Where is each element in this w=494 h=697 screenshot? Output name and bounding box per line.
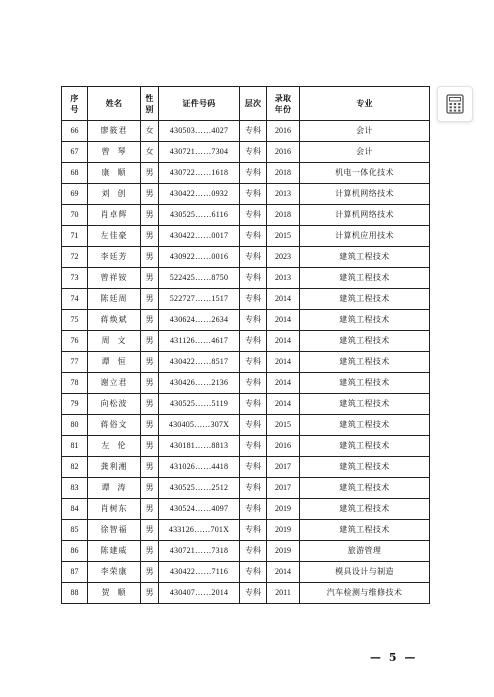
cell-name: 李荣康	[88, 562, 141, 583]
cell-seq: 87	[62, 562, 88, 583]
cell-id-number: 430524……4097	[159, 499, 240, 520]
table-row	[62, 289, 430, 310]
cell-gender: 男	[141, 394, 159, 415]
table-row	[62, 352, 430, 373]
table-row	[62, 583, 430, 604]
cell-major: 建筑工程技术	[300, 499, 430, 520]
cell-admission-year: 2014	[267, 394, 300, 415]
table-row	[62, 268, 430, 289]
cell-gender: 男	[141, 457, 159, 478]
cell-name: 龚利湘	[88, 457, 141, 478]
cell-id-number: 430721……7318	[159, 541, 240, 562]
cell-seq: 84	[62, 499, 88, 520]
cell-seq: 77	[62, 352, 88, 373]
table-header-row	[62, 87, 430, 121]
cell-level: 专科	[240, 520, 267, 541]
cell-gender: 男	[141, 562, 159, 583]
cell-seq: 69	[62, 184, 88, 205]
cell-admission-year: 2014	[267, 310, 300, 331]
cell-seq: 67	[62, 142, 88, 163]
cell-id-number: 431126……4617	[159, 331, 240, 352]
cell-id-number: 430422……0017	[159, 226, 240, 247]
cell-id-number: 430422……0932	[159, 184, 240, 205]
cell-seq: 81	[62, 436, 88, 457]
cell-gender: 男	[141, 205, 159, 226]
cell-major: 建筑工程技术	[300, 247, 430, 268]
table-row	[62, 184, 430, 205]
cell-id-number: 522425……8750	[159, 268, 240, 289]
cell-seq: 76	[62, 331, 88, 352]
cell-gender: 男	[141, 331, 159, 352]
table-row	[62, 310, 430, 331]
cell-name: 蒋俗文	[88, 415, 141, 436]
table-row	[62, 394, 430, 415]
cell-admission-year: 2019	[267, 541, 300, 562]
cell-major: 建筑工程技术	[300, 394, 430, 415]
cell-seq: 75	[62, 310, 88, 331]
cell-major: 会计	[300, 121, 430, 142]
cell-id-number: 430722……1618	[159, 163, 240, 184]
cell-major: 汽车检测与维修技术	[300, 583, 430, 604]
cell-admission-year: 2013	[267, 268, 300, 289]
cell-gender: 女	[141, 121, 159, 142]
cell-seq: 70	[62, 205, 88, 226]
cell-seq: 80	[62, 415, 88, 436]
calculator-button[interactable]	[437, 86, 473, 122]
cell-name: 刘 创	[88, 184, 141, 205]
cell-admission-year: 2018	[267, 163, 300, 184]
cell-admission-year: 2018	[267, 205, 300, 226]
cell-level: 专科	[240, 373, 267, 394]
cell-id-number: 430525……2512	[159, 478, 240, 499]
cell-seq: 74	[62, 289, 88, 310]
cell-admission-year: 2016	[267, 436, 300, 457]
cell-name: 曾祥铵	[88, 268, 141, 289]
cell-seq: 85	[62, 520, 88, 541]
table-row	[62, 499, 430, 520]
cell-gender: 男	[141, 541, 159, 562]
cell-admission-year: 2014	[267, 331, 300, 352]
table-row	[62, 436, 430, 457]
cell-seq: 71	[62, 226, 88, 247]
cell-major: 建筑工程技术	[300, 520, 430, 541]
cell-gender: 男	[141, 226, 159, 247]
cell-major: 建筑工程技术	[300, 373, 430, 394]
cell-admission-year: 2016	[267, 142, 300, 163]
cell-gender: 男	[141, 436, 159, 457]
cell-id-number: 430422……8517	[159, 352, 240, 373]
table-row	[62, 478, 430, 499]
cell-level: 专科	[240, 436, 267, 457]
table-row	[62, 541, 430, 562]
table-row	[62, 142, 430, 163]
header-id-number: 证件号码	[159, 87, 240, 121]
table-row	[62, 373, 430, 394]
cell-admission-year: 2023	[267, 247, 300, 268]
cell-seq: 79	[62, 394, 88, 415]
cell-major: 建筑工程技术	[300, 268, 430, 289]
cell-gender: 男	[141, 247, 159, 268]
table-row	[62, 247, 430, 268]
cell-id-number: 430525……5119	[159, 394, 240, 415]
header-name: 姓名	[88, 87, 141, 121]
cell-admission-year: 2014	[267, 373, 300, 394]
cell-name: 康 顺	[88, 163, 141, 184]
cell-name: 左佳豪	[88, 226, 141, 247]
cell-major: 模具设计与制造	[300, 562, 430, 583]
cell-id-number: 430721……7304	[159, 142, 240, 163]
header-level: 层次	[240, 87, 267, 121]
cell-level: 专科	[240, 310, 267, 331]
table-row	[62, 226, 430, 247]
cell-admission-year: 2014	[267, 289, 300, 310]
page-number: — 5 —	[370, 651, 418, 664]
cell-gender: 男	[141, 583, 159, 604]
cell-level: 专科	[240, 562, 267, 583]
cell-id-number: 522727……1517	[159, 289, 240, 310]
cell-major: 建筑工程技术	[300, 415, 430, 436]
cell-gender: 男	[141, 478, 159, 499]
cell-gender: 男	[141, 184, 159, 205]
cell-major: 建筑工程技术	[300, 310, 430, 331]
cell-gender: 男	[141, 415, 159, 436]
cell-name: 陈建威	[88, 541, 141, 562]
cell-level: 专科	[240, 121, 267, 142]
header-gender: 性 别	[141, 87, 159, 121]
cell-level: 专科	[240, 289, 267, 310]
table-row	[62, 457, 430, 478]
cell-level: 专科	[240, 457, 267, 478]
cell-admission-year: 2011	[267, 583, 300, 604]
cell-id-number: 430405……307X	[159, 415, 240, 436]
cell-name: 肖卓辉	[88, 205, 141, 226]
cell-level: 专科	[240, 142, 267, 163]
cell-name: 陈廷周	[88, 289, 141, 310]
table-row	[62, 415, 430, 436]
cell-id-number: 430426……2136	[159, 373, 240, 394]
cell-major: 计算机网络技术	[300, 205, 430, 226]
cell-name: 谭 涛	[88, 478, 141, 499]
header-admission-year: 录取 年份	[267, 87, 300, 121]
cell-id-number: 430181……8813	[159, 436, 240, 457]
cell-gender: 男	[141, 289, 159, 310]
cell-name: 肖树东	[88, 499, 141, 520]
cell-level: 专科	[240, 184, 267, 205]
cell-name: 谭 恒	[88, 352, 141, 373]
header-seq: 序 号	[62, 87, 88, 121]
cell-level: 专科	[240, 163, 267, 184]
cell-id-number: 433126……701X	[159, 520, 240, 541]
cell-admission-year: 2013	[267, 184, 300, 205]
cell-id-number: 430407……2014	[159, 583, 240, 604]
cell-major: 计算机应用技术	[300, 226, 430, 247]
cell-gender: 男	[141, 268, 159, 289]
cell-gender: 男	[141, 373, 159, 394]
cell-major: 会计	[300, 142, 430, 163]
cell-id-number: 430503……4027	[159, 121, 240, 142]
cell-name: 李廷芳	[88, 247, 141, 268]
cell-major: 旅游管理	[300, 541, 430, 562]
calculator-icon	[446, 94, 464, 114]
cell-seq: 83	[62, 478, 88, 499]
cell-level: 专科	[240, 331, 267, 352]
cell-admission-year: 2014	[267, 562, 300, 583]
cell-level: 专科	[240, 394, 267, 415]
cell-admission-year: 2016	[267, 121, 300, 142]
cell-gender: 男	[141, 499, 159, 520]
header-major: 专业	[300, 87, 430, 121]
cell-gender: 女	[141, 142, 159, 163]
table-row	[62, 331, 430, 352]
cell-id-number: 430422……7116	[159, 562, 240, 583]
cell-name: 贺 顺	[88, 583, 141, 604]
cell-level: 专科	[240, 268, 267, 289]
cell-name: 廖筱君	[88, 121, 141, 142]
cell-major: 建筑工程技术	[300, 331, 430, 352]
cell-major: 机电一体化技术	[300, 163, 430, 184]
table-row	[62, 121, 430, 142]
table-row	[62, 520, 430, 541]
cell-admission-year: 2015	[267, 226, 300, 247]
cell-admission-year: 2017	[267, 478, 300, 499]
cell-level: 专科	[240, 352, 267, 373]
cell-seq: 78	[62, 373, 88, 394]
cell-seq: 88	[62, 583, 88, 604]
table-row	[62, 205, 430, 226]
cell-name: 曾 琴	[88, 142, 141, 163]
cell-id-number: 430525……6116	[159, 205, 240, 226]
cell-gender: 男	[141, 310, 159, 331]
cell-major: 建筑工程技术	[300, 457, 430, 478]
cell-admission-year: 2019	[267, 499, 300, 520]
table-row	[62, 562, 430, 583]
cell-seq: 68	[62, 163, 88, 184]
cell-level: 专科	[240, 415, 267, 436]
cell-admission-year: 2015	[267, 415, 300, 436]
roster-table	[61, 86, 430, 604]
cell-seq: 66	[62, 121, 88, 142]
cell-id-number: 431026……4418	[159, 457, 240, 478]
cell-name: 谢立君	[88, 373, 141, 394]
cell-gender: 男	[141, 520, 159, 541]
cell-name: 蒋焕斌	[88, 310, 141, 331]
cell-level: 专科	[240, 247, 267, 268]
cell-level: 专科	[240, 541, 267, 562]
cell-name: 向松波	[88, 394, 141, 415]
cell-major: 建筑工程技术	[300, 289, 430, 310]
cell-admission-year: 2019	[267, 520, 300, 541]
cell-seq: 86	[62, 541, 88, 562]
cell-name: 左 伦	[88, 436, 141, 457]
cell-level: 专科	[240, 205, 267, 226]
cell-level: 专科	[240, 226, 267, 247]
cell-gender: 男	[141, 163, 159, 184]
cell-major: 计算机网络技术	[300, 184, 430, 205]
cell-level: 专科	[240, 478, 267, 499]
cell-id-number: 430624……2634	[159, 310, 240, 331]
cell-level: 专科	[240, 499, 267, 520]
cell-name: 周 文	[88, 331, 141, 352]
cell-major: 建筑工程技术	[300, 352, 430, 373]
cell-id-number: 430922……0016	[159, 247, 240, 268]
cell-name: 徐智福	[88, 520, 141, 541]
cell-seq: 73	[62, 268, 88, 289]
cell-level: 专科	[240, 583, 267, 604]
cell-seq: 82	[62, 457, 88, 478]
cell-major: 建筑工程技术	[300, 478, 430, 499]
cell-admission-year: 2014	[267, 352, 300, 373]
cell-seq: 72	[62, 247, 88, 268]
cell-major: 建筑工程技术	[300, 436, 430, 457]
cell-admission-year: 2017	[267, 457, 300, 478]
table-row	[62, 163, 430, 184]
cell-gender: 男	[141, 352, 159, 373]
